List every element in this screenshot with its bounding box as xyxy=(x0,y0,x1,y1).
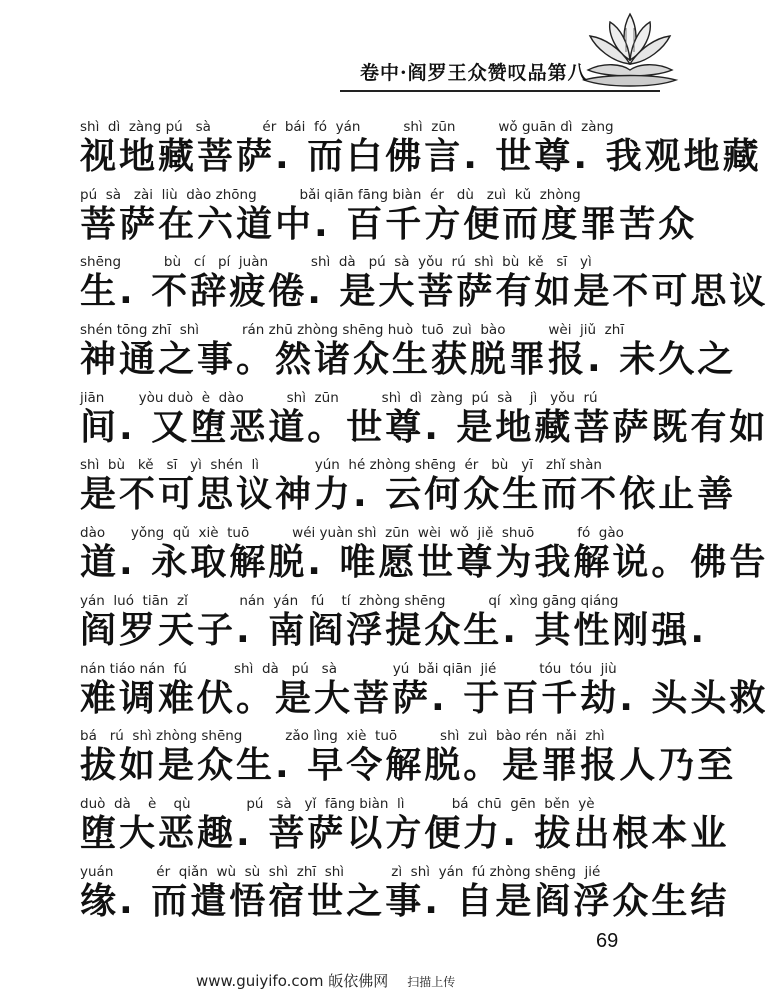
text-line xyxy=(80,118,762,186)
text-line xyxy=(80,727,737,795)
hanzi-row: 菩萨在六道中. 百千方便而度罪苦众 xyxy=(80,203,698,245)
page-header xyxy=(0,0,686,100)
chapter-title: 卷中·阎罗王众赞叹品第八 xyxy=(360,62,588,84)
hanzi-row: 阎罗天子. 南阎浮提众生. 其性刚强. xyxy=(80,609,708,651)
lotus-icon xyxy=(582,8,678,92)
pinyin-row: shēng bù cí pí juàn shì dà pú sà yǒu rú shì bù kě sī yì xyxy=(80,254,592,271)
hanzi-row: 堕大恶趣. 菩萨以方便力. 拔出根本业 xyxy=(80,812,730,854)
text-line xyxy=(80,321,737,389)
header-divider xyxy=(340,90,660,92)
footer-site-link[interactable]: www.guiyifo.com 皈依佛网 xyxy=(196,972,389,990)
pinyin-row: shì dì zàng pú sà ér bái fó yán shì zūn wǒ guān dì zàng xyxy=(80,119,614,135)
hanzi-row: 道. 永取解脱. 唯愿世尊为我解说。佛告 xyxy=(80,542,768,584)
hanzi-row: 是不可思议神力. 云何众生而不依止善 xyxy=(80,474,737,516)
pinyin-row: dào yǒng qǔ xiè tuō wéi yuàn shì zūn wèi wǒ jiě shuō fó gào xyxy=(80,525,624,542)
pinyin-row: duò dà è qù pú sà yǐ fāng biàn lì bá chū gēn běn yè xyxy=(80,795,595,812)
hanzi-row: 神通之事。然诸众生获脱罪报. 未久之 xyxy=(80,339,737,381)
footer xyxy=(196,970,455,991)
pinyin-row: shì bù kě sī yì shén lì yún hé zhòng shēng ér bù yī zhǐ shàn xyxy=(80,457,602,474)
text-line xyxy=(80,253,768,321)
pinyin-row: shén tōng zhī shì rán zhū zhòng shēng huò tuō zuì bào wèi jiǔ zhī xyxy=(80,322,625,339)
text-line xyxy=(80,660,768,728)
pinyin-row: jiān yòu duò è dào shì zūn shì dì zàng pú sà jì yǒu rú xyxy=(80,389,598,406)
text-line xyxy=(80,524,768,592)
text-line xyxy=(80,186,698,254)
text-line xyxy=(80,456,737,524)
pinyin-row: pú sà zài liù dào zhōng bǎi qiān fāng biàn ér dù zuì kǔ zhòng xyxy=(80,186,581,203)
pinyin-row: bá rú shì zhòng shēng zǎo lìng xiè tuō shì zuì bào rén nǎi zhì xyxy=(80,728,605,745)
hanzi-row: 缘. 而遣悟宿世之事. 自是阎浮众生结 xyxy=(80,880,730,922)
hanzi-row: 间. 又堕恶道。世尊. 是地藏菩萨既有如 xyxy=(80,406,768,448)
text-line xyxy=(80,863,730,931)
hanzi-row: 视地藏菩萨. 而白佛言. 世尊. 我观地藏 xyxy=(80,136,762,177)
hanzi-row: 生. 不辞疲倦. 是大菩萨有如是不可思议 xyxy=(80,271,768,313)
text-body xyxy=(80,118,768,930)
text-line xyxy=(80,592,708,660)
text-line xyxy=(80,795,730,863)
hanzi-row: 拔如是众生. 早令解脱。是罪报人乃至 xyxy=(80,745,737,787)
pinyin-row: nán tiáo nán fú shì dà pú sà yú bǎi qiān jié tóu tóu jiù xyxy=(80,660,617,677)
pinyin-row: yuán ér qiǎn wù sù shì zhī shì zì shì yán fú zhòng shēng jié xyxy=(80,863,601,880)
pinyin-row: yán luó tiān zǐ nán yán fú tí zhòng shēng qí xìng gāng qiáng xyxy=(80,592,619,609)
text-line xyxy=(80,389,768,457)
footer-note: 扫描上传 xyxy=(407,975,456,989)
page-number: 69 xyxy=(596,930,619,952)
hanzi-row: 难调难伏。是大菩萨. 于百千劫. 头头救 xyxy=(80,677,768,719)
